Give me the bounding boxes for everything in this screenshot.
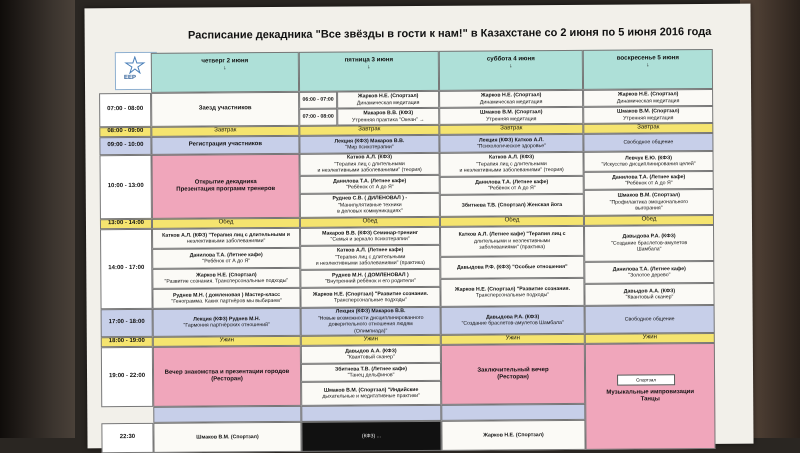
fri-session-zharkov: Жарков Н.Е. (Спортзал) "Развитие сознания. Трансперсональные подходы" <box>300 287 440 308</box>
thu-empty-slot <box>153 406 301 423</box>
sun-session-danilova-2: Данилова Т.А. (Летнее кафе) "Золотое дерево" <box>584 261 714 284</box>
thu-registration: Регистрация участников <box>151 136 299 155</box>
fri-morning-2: Макаров В.В. (КФЗ) Утренняя практика "Океан" → <box>337 108 439 126</box>
breakfast-bar: Завтрак <box>439 124 583 135</box>
fri-late: (КФЗ) ... <box>301 421 441 452</box>
time-slot: 09:00 - 10:00 <box>99 137 151 155</box>
fri-time-1: 06:00 - 07:00 <box>299 92 337 109</box>
fri-session-shmakov: Шмаков В.М. (Спортзал) "Индийские дыхательные и медитативные практики" <box>301 381 441 406</box>
header-thursday: четверг 2 июня ↓ <box>151 52 299 93</box>
sat-morning-1: Жарков Н.Е. (Спортзал) Динамическая медитация <box>439 90 583 108</box>
breakfast-bar: Завтрак <box>583 123 713 134</box>
sun-session-davydova: Давыдова Р.А. (КФЗ) "Создание браслетов-амулетов Шамбала" <box>584 225 714 262</box>
sat-empty-slot <box>441 404 585 421</box>
thu-session-danilova: Данилова Т.А. (Летнее кафе) "Ребёнок от А до Я" <box>152 248 300 269</box>
header-sunday: воскресенье 5 июня ↓ <box>583 49 713 90</box>
header-saturday: суббота 4 июня ↓ <box>439 50 583 91</box>
time-slot: 07:00 - 08:00 <box>99 93 151 127</box>
time-slot: 08:00 - 09:00 <box>99 127 151 137</box>
thu-session-katkov: Катков А.Л. (КФЗ) "Терапия лиц с длительными и неэлективными заболеваниями" <box>152 228 300 249</box>
time-slot: 19:00 - 22:00 <box>101 347 153 407</box>
breakfast-bar: Завтрак <box>151 126 299 137</box>
fri-session-rudnev-2: Руднев М.Н. ( ДОМЛЕНОВАЛ ) "Внутренний ребёнок и его родители" <box>300 269 440 288</box>
fri-time-2: 07:00 - 08:00 <box>299 109 337 126</box>
lunch-bar: Обед <box>440 216 584 227</box>
lunch-bar: Обед <box>300 217 440 228</box>
thu-arrival: Заезд участников <box>151 92 299 127</box>
thu-session-zharkov: Жарков Н.Е. (Спортзал) "Развитие сознания. Трансперсональные подходы" <box>152 268 300 289</box>
sat-session-danilova: Данилова Т.А. (Летнее кафе) "Ребёнок от А до Я" <box>440 176 584 195</box>
dinner-bar: Ужин <box>301 335 441 346</box>
sat-morning-2: Шмаков В.М. (Спортзал) Утренняя медитация <box>439 107 583 125</box>
thu-session-rudnev: Руднев М.Н. ( домленовая ) Мастер-класс "Генограмма. Каких партнёров мы выбираем" <box>152 288 300 309</box>
sat-session-davydova: Давыдова Р.Ф. (КФЗ) "Особые отношения" <box>440 256 584 279</box>
schedule-poster <box>84 4 753 449</box>
dinner-bar: Ужин <box>153 336 301 347</box>
sun-session-danilova: Данилова Т.А. (Летнее кафе) "Ребёнок от А до Я" <box>584 171 714 190</box>
sun-free-time: Свободное общение <box>583 133 713 152</box>
header-friday: пятница 3 июня ↓ <box>299 51 439 92</box>
sat-late: Жарков Н.Е. (Спортзал) <box>441 420 585 451</box>
time-slot: 10:00 - 13:00 <box>99 155 151 219</box>
sun-session-levchuk: Левчук Е.Ю. (КФЗ) "Искусство дисциплинирования целей" <box>583 151 713 172</box>
sat-session-zbitneva: Збитнева Т.В. (Спортзал) Женская йога <box>440 194 584 217</box>
sun-session-shmakov: Шмаков В.М. (Спортзал) "Профилактика эмоционального выгорания" <box>584 189 714 216</box>
lunch-bar: Обед <box>152 218 300 229</box>
sun-free-time-2: Свободное общение <box>585 305 715 334</box>
sun-morning-2: Шмаков В.М. (Спортзал) Утренняя медитация <box>583 106 713 124</box>
sat-session-zharkov: Жарков Н.Е. (Спортзал) "Развитие сознания. Трансперсональные подходы" <box>440 278 584 307</box>
dinner-bar: Ужин <box>441 334 585 345</box>
time-slot: 14:00 - 17:00 <box>100 229 153 309</box>
sat-closing-evening: Заключительный вечер (Ресторан) <box>441 344 585 405</box>
sun-morning-1: Жарков Н.Е. (Спортзал) Динамическая медитация <box>583 89 713 107</box>
sat-lecture-katkov: Лекция (КФЗ) Катков А.Л. "Психологическое здоровье" <box>439 134 583 153</box>
fri-session-rudnev: Руднев С.В. ( ДИЛЕНОВАЛ ) - "Манипулятивные техники в деловых коммуникациях" <box>300 193 440 218</box>
logo-text: ЕЕР <box>123 74 136 82</box>
time-slot: 17:00 - 18:00 <box>101 309 153 337</box>
fri-session-katkov: Катков А.Л. (КФЗ) "Терапия лиц с длительными и неэлективными заболеваниями" (теория) <box>299 153 439 176</box>
fri-session-zbitneva: Збитнева Т.В. (Летнее кафе) "Танец дельфинов" <box>301 363 441 382</box>
wall-left <box>0 0 75 438</box>
time-slot: 13:00 - 14:00 <box>100 219 152 229</box>
thu-late: Шмаков В.М. (Спортзал) <box>153 422 301 453</box>
time-slot: 22:30 <box>101 423 153 453</box>
thu-evening: Вечер знакомства и презентации городов (Ресторан) <box>153 346 301 407</box>
thu-opening: Открытие декадника Презентация программ тренеров <box>151 154 299 219</box>
thu-lecture-rudnev: Лекция (КФЗ) Руднев М.Н. "Гармония партнёрских отношений" <box>153 308 301 337</box>
time-slot: 18:00 - 19:00 <box>101 337 153 347</box>
fri-session-danilova: Данилова Т.А. (Летнее кафе) "Ребёнок от А до Я" <box>300 175 440 194</box>
room-label-sticker: Спортзал <box>617 374 675 385</box>
poster-title: Расписание декадника "Все звёзды в гости к нам!" в Казахстане со 2 июня по 5 июня 2016 года <box>187 25 712 42</box>
fri-session-davydov: Давыдов А.А. (КФЗ) "Квантовый сканер" <box>301 345 441 364</box>
sat-session-davydova-2: Давыдова Р.А. (КФЗ) "Создание браслетов-амулетов Шамбала" <box>441 306 585 335</box>
sat-session-katkov-2: Катков А.Л. (Летнее кафе) "Терапия лиц с длительными и неэлективными заболеваниями" (практика) <box>440 226 584 257</box>
breakfast-bar: Завтрак <box>299 125 439 136</box>
sun-session-davydov: Давыдов А.А. (КФЗ) "Квантовый сканер" <box>584 283 714 306</box>
fri-lecture-makarov-2: Лекция (КФЗ) Макаров В.В. "Новые возможности дисциплинированного доверительного отношения людям (Олимпиада)" <box>301 307 441 336</box>
fri-session-makarov: Макаров В.В. (КФЗ) Семинар-тренинг "Семья и зеркало психотерапии" <box>300 227 440 246</box>
fri-session-katkov-2: Катков А.Л. (Летнее кафе) "Терапия лиц с длительными и неэлективными заболеваниями" (практика) <box>300 245 440 270</box>
fri-empty-slot <box>301 405 441 422</box>
schedule-table <box>99 49 748 453</box>
fri-lecture-makarov: Лекция (КФЗ) Макаров В.В. "Мир психотерапии" <box>299 135 439 154</box>
sat-session-katkov: Катков А.Л. (КФЗ) "Терапия лиц с длительными и неэлективными заболеваниями" (теория) <box>439 152 583 177</box>
lunch-bar: Обед <box>584 215 714 226</box>
fri-morning-1: Жарков Н.Е. (Спортзал) Динамическая медитация <box>337 91 439 109</box>
sun-music-evening: Музыкальные импровизации Танцы <box>585 343 716 450</box>
dinner-bar: Ужин <box>585 333 715 344</box>
